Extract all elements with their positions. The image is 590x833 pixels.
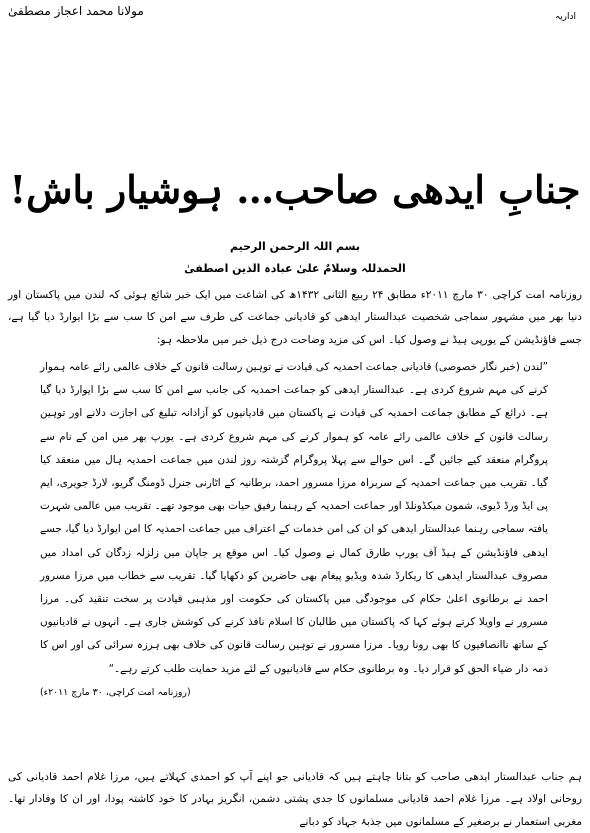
quote-text: ”لندن (خبر نگار خصوصی) قادیانی جماعت احمدیہ کی قیادت نے توہین رسالت قانون کے خلاف عالمی رائے عامہ ہموار کرنے کی مہم شروع کردی ہے۔ عبدالستار ایدھی کو جماعت احمدیہ کی جانب سے امن کا سب سے بڑا ایوارڈ دیا گیا ہے۔ ذرائع کے مطابق جماعت احمدیہ کی قیادت نے پاکستان میں قادیانیوں کو آزادانہ تبلیغ کی اجازت دلانے اور توہین رسالت قانون کے خلاف عالمی رائے عامہ کو ہموار کرنے کی مہم شروع کردی ہے۔ یورپ بھر میں امن کے نام سے پروگرام منعقد کیے جائیں گے۔ اس حوالے سے پہلا پروگرام گزشتہ روز لندن میں جماعت احمدیہ ہال میں منعقد کیا گیا۔ تقریب میں جماعت احمدیہ کے سربراہ مرزا مسرور احمد، برطانیہ کے اٹارنی جنرل ڈومنگ گریو، لارڈ جویری، ایم پی ایڈ ورڈ ڈیوی، شمون میکڈونلڈ اور جماعت احمدیہ کے رہنما رفیق حیات بھی موجود تھے۔ تقریب میں عالمی شہرت یافتہ سماجی رہنما عبدالستار ایدھی کو ان کی امن خدمات کے اعتراف میں جماعت احمدیہ کا امن ایوارڈ دیا گیا، جسے ایدھی فاؤنڈیشن کے ہیڈ آف یورپ طارق کمال نے وصول کیا۔ اس موقع پر جاپان میں زلزلہ زدگان کی امداد میں مصروف عبدالستار ایدھی کا ریکارڈ شدہ ویڈیو پیغام بھی حاضرین کو دکھایا گیا۔ تقریب سے خطاب میں مرزا مسرور احمد نے برطانوی اعلیٰ حکام کی موجودگی میں پاکستان کی حکومت اور مذہبی قیادت پر سخت تنقید کی۔ مرزا مسرور نے واویلا کرتے ہوئے کہا کہ پاکستان میں طالبان کا اسلام نافذ کرنے کی کوشش جاری ہے۔ انہوں نے قادیانیوں کے ساتھ ناانصافیوں کا بھی رونا رویا۔ مرزا مسرور نے توہین رسالت قانون کی خلاف بھی ہرزہ سرائی کی اور اس کا ذمہ دار ضیاء الحق کو قرار دیا۔ وہ برطانوی حکام سے قادیانیوں کے لئے مزید حمایت طلب کرتے رہے۔“ <box>40 361 548 675</box>
bismillah-line: بسم اللہ الرحمن الرحیم <box>229 240 360 253</box>
article-title: جنابِ ایدھی صاحب… ہوشیار باش! <box>9 167 581 212</box>
section-label: اداریہ <box>554 12 576 22</box>
author-name: مولانا محمد اعجاز مصطفیٰ <box>8 4 144 18</box>
intro-paragraph: روزنامہ امت کراچی ۳۰ مارچ ۲۰۱۱ء مطابق ۲۴ ربیع الثانی ۱۴۳۲ھ کی اشاعت میں ایک خبر شائع ہوئی کہ لندن میں پاکستان اور دنیا بھر میں مشہور سماجی شخصیت عبدالستار ایدھی کو قادیانی جماعت کی طرف سے امن کا سب سے بڑا ایوارڈ دیا گیا ہے، جسے فاؤنڈیشن کے یورپی ہیڈ نے وصول کیا۔ اس کی مزید وضاحت درج ذیل خبر میں ملاحظہ ہو: <box>8 289 582 346</box>
news-quote <box>40 356 548 704</box>
closing-paragraph: ہم جناب عبدالستار ایدھی صاحب کو بتانا چاہتے ہیں کہ قادیانی جو اپنے آپ کو احمدی کہلاتے ہیں، مرزا غلام احمد قادیانی کی روحانی اولاد ہے۔ مرزا غلام احمد قادیانی مسلمانوں کا جدی پشتی دشمن، انگریز بہادر کا خود کاشتہ پودا، اور ان کا وفادار تھا۔ مغربی استعمار نے برصغیر کے مسلمانوں میں جذبۂ جہاد کو دبانے <box>8 771 582 828</box>
quote-source: (روزنامہ امت کراچی، ۳۰ مارچ ۲۰۱۱ء) <box>40 686 191 698</box>
hamd-line: الحمدللہ وسلامٌ علیٰ عبادہ الذین اصطفیٰ <box>184 262 406 275</box>
